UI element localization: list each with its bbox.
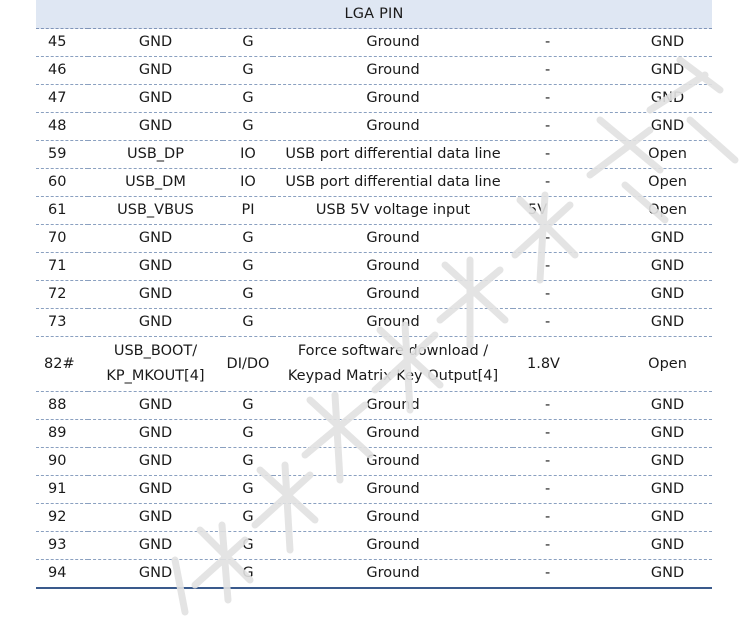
table-row (36, 253, 712, 281)
voltage-cell: 1.8V (513, 337, 623, 392)
pin-number-cell: 61 (36, 197, 88, 225)
voltage-cell: - (513, 532, 623, 560)
description-line: Force software download / (297, 343, 489, 359)
pin-number-cell: 47 (36, 85, 88, 113)
pin-number-cell: 70 (36, 225, 88, 253)
table-row (36, 197, 712, 225)
pin-number-cell: 94 (36, 560, 88, 589)
io-type-cell: G (223, 448, 273, 476)
default-state-cell: Open (623, 169, 712, 197)
io-type-cell: DI/DO (223, 337, 273, 392)
description-cell: Ground (273, 476, 513, 504)
voltage-cell: - (513, 253, 623, 281)
pin-name-cell (88, 337, 223, 392)
io-type-cell: IO (223, 141, 273, 169)
io-type-cell: G (223, 560, 273, 589)
pin-name-cell: USB_VBUS (88, 197, 223, 225)
description-cell: Ground (273, 420, 513, 448)
table-row (36, 141, 712, 169)
voltage-cell: - (513, 504, 623, 532)
description-cell: Ground (273, 392, 513, 420)
voltage-cell: - (513, 57, 623, 85)
voltage-cell: - (513, 476, 623, 504)
voltage-cell: - (513, 448, 623, 476)
pin-name-cell: USB_DP (88, 141, 223, 169)
pin-number-cell: 88 (36, 392, 88, 420)
pin-number-cell: 71 (36, 253, 88, 281)
voltage-cell: - (513, 85, 623, 113)
table-row (36, 281, 712, 309)
voltage-cell: - (513, 29, 623, 57)
lga-pin-table-container (36, 0, 712, 589)
table-header-lga-pin: LGA PIN (36, 0, 712, 29)
default-state-cell: GND (623, 281, 712, 309)
pin-name-cell: GND (88, 392, 223, 420)
io-type-cell: PI (223, 197, 273, 225)
table-row (36, 225, 712, 253)
pin-number-cell: 72 (36, 281, 88, 309)
description-cell: Ground (273, 504, 513, 532)
pin-number-cell: 46 (36, 57, 88, 85)
default-state-cell: Open (623, 337, 712, 392)
io-type-cell: G (223, 113, 273, 141)
default-state-cell: GND (623, 253, 712, 281)
pin-name-cell: GND (88, 113, 223, 141)
description-cell: Ground (273, 85, 513, 113)
default-state-cell: Open (623, 141, 712, 169)
description-cell: Ground (273, 57, 513, 85)
pin-name-cell: GND (88, 476, 223, 504)
pin-name-cell: GND (88, 504, 223, 532)
table-row (36, 113, 712, 141)
io-type-cell: G (223, 85, 273, 113)
default-state-cell: GND (623, 448, 712, 476)
pin-name-cell: GND (88, 57, 223, 85)
description-cell: Ground (273, 448, 513, 476)
voltage-cell: - (513, 141, 623, 169)
description-cell (273, 337, 513, 392)
table-row (36, 504, 712, 532)
io-type-cell: IO (223, 169, 273, 197)
io-type-cell: G (223, 29, 273, 57)
io-type-cell: G (223, 532, 273, 560)
table-row (36, 337, 712, 392)
pin-name-line: USB_BOOT/ (113, 343, 198, 359)
io-type-cell: G (223, 225, 273, 253)
table-row (36, 309, 712, 337)
table-row (36, 85, 712, 113)
default-state-cell: Open (623, 197, 712, 225)
pin-number-cell: 45 (36, 29, 88, 57)
description-cell: Ground (273, 281, 513, 309)
io-type-cell: G (223, 281, 273, 309)
table-row (36, 532, 712, 560)
description-cell: USB 5V voltage input (273, 197, 513, 225)
pin-name-cell: GND (88, 253, 223, 281)
description-cell: Ground (273, 253, 513, 281)
lga-pin-table (36, 0, 712, 589)
io-type-cell: G (223, 476, 273, 504)
voltage-cell: 5V (513, 197, 623, 225)
pin-number-cell: 73 (36, 309, 88, 337)
description-line: Keypad Matrix Key Output[4] (287, 368, 499, 384)
pin-name-line: KP_MKOUT[4] (106, 368, 205, 384)
description-cell: Ground (273, 225, 513, 253)
table-row (36, 420, 712, 448)
description-cell: Ground (273, 560, 513, 589)
pin-name-cell: GND (88, 29, 223, 57)
voltage-cell: - (513, 113, 623, 141)
default-state-cell: GND (623, 57, 712, 85)
voltage-cell: - (513, 169, 623, 197)
default-state-cell: GND (623, 85, 712, 113)
pin-name-cell: GND (88, 309, 223, 337)
default-state-cell: GND (623, 29, 712, 57)
default-state-cell: GND (623, 504, 712, 532)
table-row (36, 448, 712, 476)
pin-name-cell: GND (88, 281, 223, 309)
description-cell: USB port differential data line (273, 141, 513, 169)
table-row (36, 476, 712, 504)
io-type-cell: G (223, 392, 273, 420)
pin-name-cell: GND (88, 560, 223, 589)
default-state-cell: GND (623, 225, 712, 253)
default-state-cell: GND (623, 309, 712, 337)
pin-number-cell: 82# (36, 337, 88, 392)
pin-name-cell: GND (88, 420, 223, 448)
pin-name-cell: GND (88, 225, 223, 253)
pin-name-cell: GND (88, 448, 223, 476)
pin-number-cell: 92 (36, 504, 88, 532)
voltage-cell: - (513, 420, 623, 448)
pin-name-cell: USB_DM (88, 169, 223, 197)
voltage-cell: - (513, 309, 623, 337)
io-type-cell: G (223, 420, 273, 448)
description-cell: Ground (273, 309, 513, 337)
pin-number-cell: 90 (36, 448, 88, 476)
io-type-cell: G (223, 57, 273, 85)
description-cell: Ground (273, 113, 513, 141)
default-state-cell: GND (623, 113, 712, 141)
pin-number-cell: 60 (36, 169, 88, 197)
table-row (36, 29, 712, 57)
io-type-cell: G (223, 504, 273, 532)
pin-number-cell: 91 (36, 476, 88, 504)
pin-name-cell: GND (88, 85, 223, 113)
pin-number-cell: 59 (36, 141, 88, 169)
default-state-cell: GND (623, 476, 712, 504)
default-state-cell: GND (623, 420, 712, 448)
table-row (36, 560, 712, 589)
default-state-cell: GND (623, 532, 712, 560)
io-type-cell: G (223, 309, 273, 337)
description-cell: Ground (273, 29, 513, 57)
voltage-cell: - (513, 392, 623, 420)
pin-number-cell: 93 (36, 532, 88, 560)
voltage-cell: - (513, 225, 623, 253)
default-state-cell: GND (623, 560, 712, 589)
voltage-cell: - (513, 560, 623, 589)
io-type-cell: G (223, 253, 273, 281)
table-header-row (36, 0, 712, 29)
description-cell: USB port differential data line (273, 169, 513, 197)
pin-name-cell: GND (88, 532, 223, 560)
pin-number-cell: 48 (36, 113, 88, 141)
default-state-cell: GND (623, 392, 712, 420)
table-row (36, 392, 712, 420)
description-cell: Ground (273, 532, 513, 560)
table-row (36, 57, 712, 85)
voltage-cell: - (513, 281, 623, 309)
pin-number-cell: 89 (36, 420, 88, 448)
table-row (36, 169, 712, 197)
